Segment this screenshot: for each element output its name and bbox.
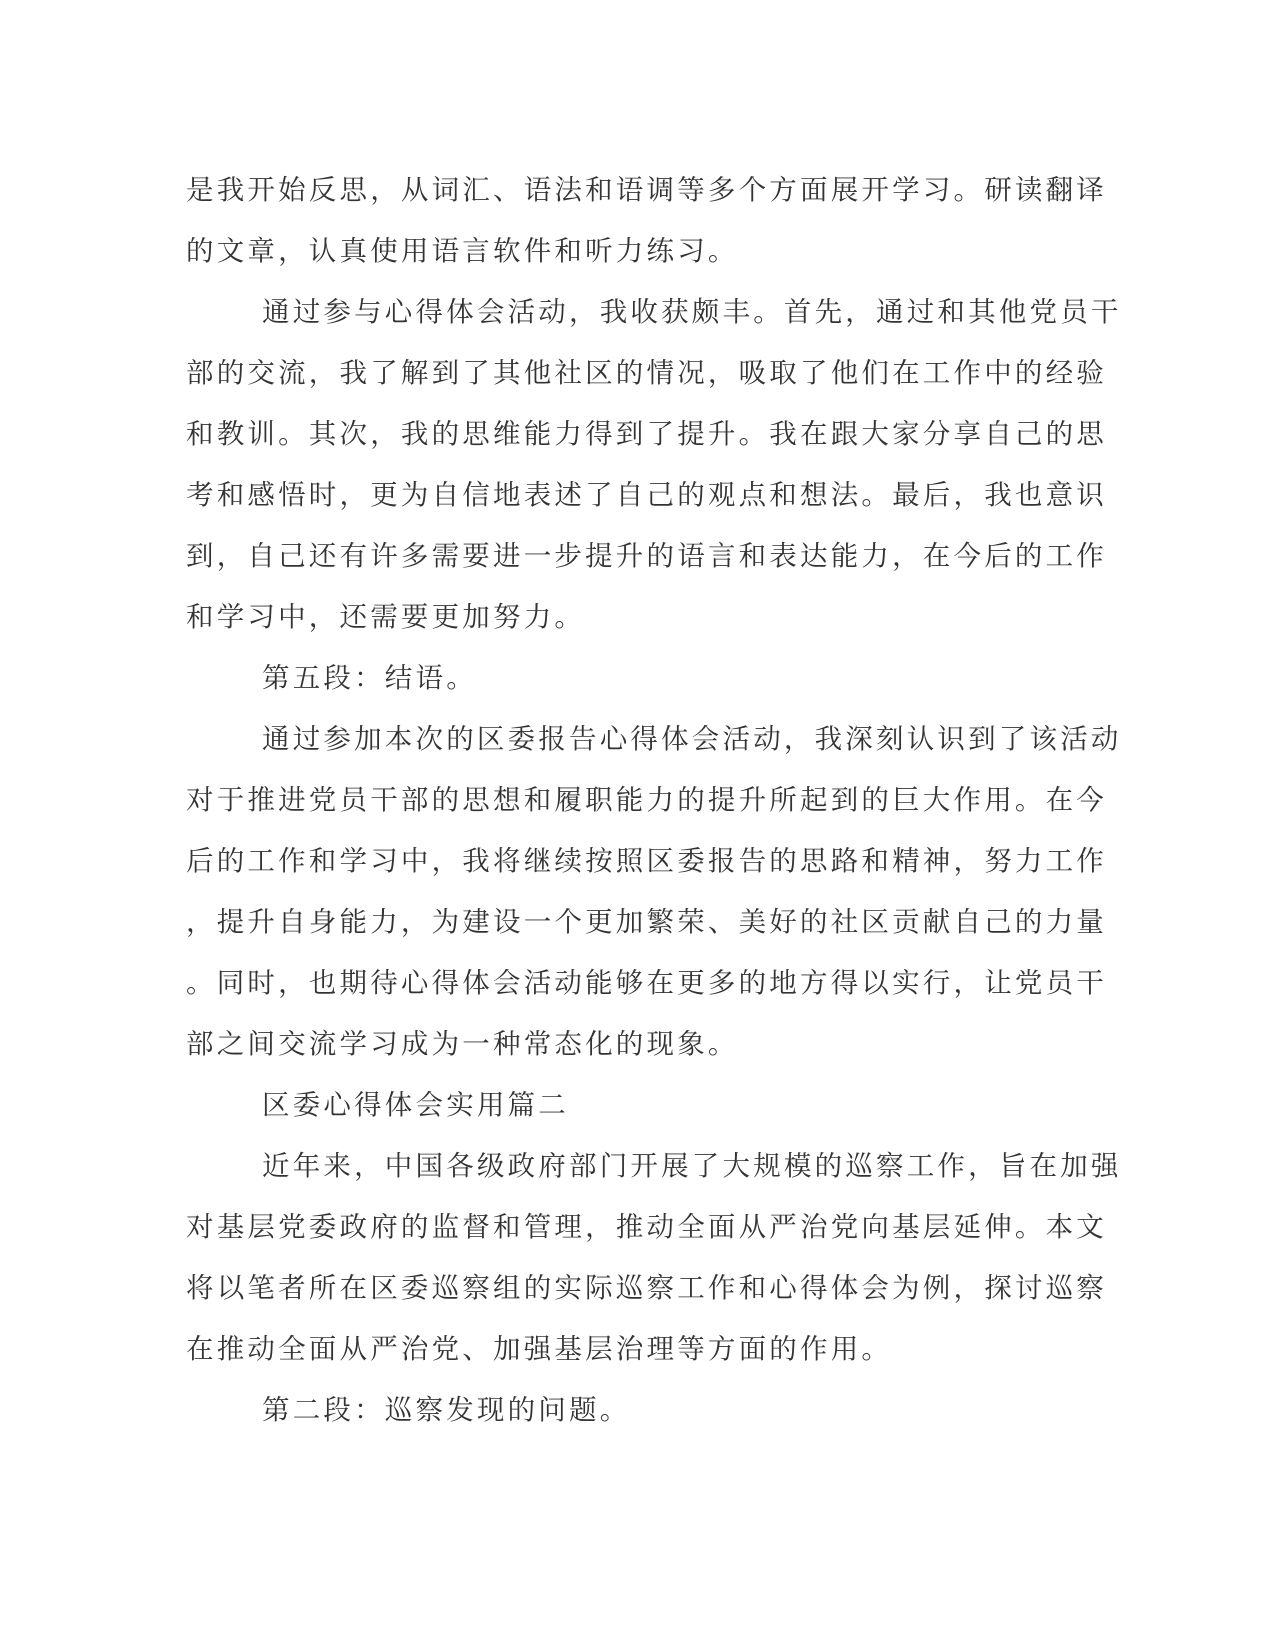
text-line: ，提升自身能力，为建设一个更加繁荣、美好的社区贡献自己的力量: [186, 906, 1107, 938]
paragraph-start-line: 通过参加本次的区委报告心得体会活动，我深刻认识到了该活动: [262, 723, 1122, 755]
text-line: 后的工作和学习中，我将继续按照区委报告的思路和精神，努力工作: [186, 845, 1107, 877]
paragraph-start-line: 近年来，中国各级政府部门开展了大规模的巡察工作，旨在加强: [262, 1150, 1122, 1182]
paragraph-start-line: 通过参与心得体会活动，我收获颇丰。首先，通过和其他党员干: [262, 296, 1122, 328]
text-line: 是我开始反思，从词汇、语法和语调等多个方面展开学习。研读翻译: [186, 174, 1107, 206]
text-line: 和学习中，还需要更加努力。: [186, 601, 586, 633]
text-line: 考和感悟时，更为自信地表述了自己的观点和想法。最后，我也意识: [186, 479, 1107, 511]
text-line: 对基层党委政府的监督和管理，推动全面从严治党向基层延伸。本文: [186, 1211, 1107, 1243]
text-line: 的文章，认真使用语言软件和听力练习。: [186, 235, 739, 267]
text-line: 部的交流，我了解到了其他社区的情况，吸取了他们在工作中的经验: [186, 357, 1107, 389]
text-line: 到，自己还有许多需要进一步提升的语言和表达能力，在今后的工作: [186, 540, 1107, 572]
text-line: 对于推进党员干部的思想和履职能力的提升所起到的巨大作用。在今: [186, 784, 1107, 816]
article-title: 区委心得体会实用篇二: [262, 1089, 569, 1121]
document-body: [186, 160, 1122, 1441]
text-line: 和教训。其次，我的思维能力得到了提升。我在跟大家分享自己的思: [186, 418, 1107, 450]
text-line: 在推动全面从严治党、加强基层治理等方面的作用。: [186, 1333, 893, 1365]
text-line: 部之间交流学习成为一种常态化的现象。: [186, 1028, 739, 1060]
text-line: 将以笔者所在区委巡察组的实际巡察工作和心得体会为例，探讨巡察: [186, 1272, 1107, 1304]
text-line: 。同时，也期待心得体会活动能够在更多的地方得以实行，让党员干: [186, 967, 1107, 999]
section-heading: 第二段：巡察发现的问题。: [262, 1394, 631, 1426]
section-heading: 第五段：结语。: [262, 662, 477, 694]
